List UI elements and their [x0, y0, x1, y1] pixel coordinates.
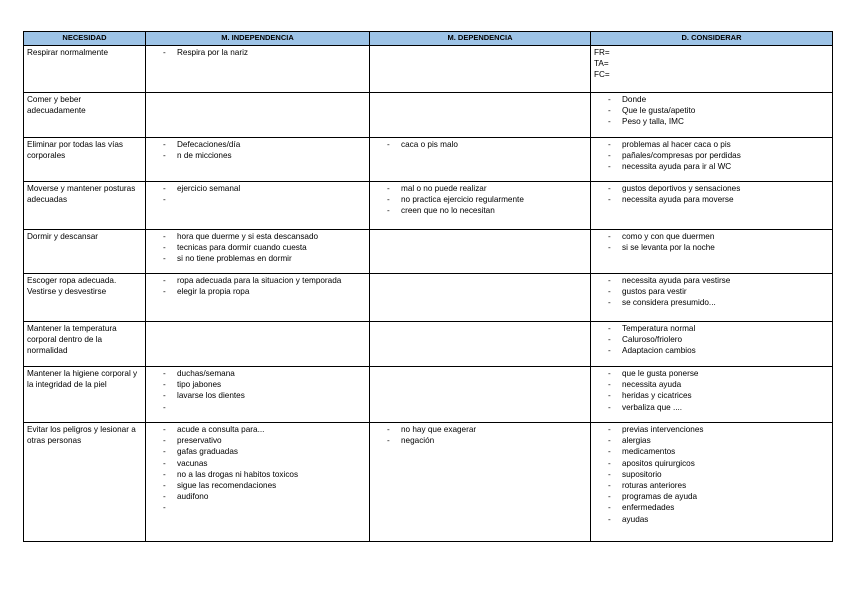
table-row [24, 230, 833, 274]
list-item: - supositorio [594, 469, 829, 480]
list-item: - apositos quirurgicos [594, 458, 829, 469]
list-item: - roturas anteriores [594, 480, 829, 491]
considerar-list [594, 183, 829, 205]
dependencia-list [373, 139, 587, 150]
dependencia-cell [370, 93, 591, 138]
table-body [24, 46, 833, 542]
list-item: - ropa adecuada para la situacion y temporada [149, 275, 342, 286]
considerar-cell [591, 367, 833, 423]
list-item: - como y con que duermen [594, 231, 829, 242]
header-considerar: D. CONSIDERAR [591, 32, 833, 46]
need-cell: Eliminar por todas las vías corporales [24, 138, 146, 182]
considerar-cell [591, 46, 833, 93]
independencia-list [149, 47, 366, 58]
list-item: - Donde [594, 94, 829, 105]
list-item: - necessita ayuda para ir al WC [594, 161, 829, 172]
need-cell: Comer y beber adecuadamente [24, 93, 146, 138]
table-row [24, 182, 833, 230]
dependencia-cell [370, 367, 591, 423]
considerar-cell [591, 274, 833, 322]
table-row [24, 46, 833, 93]
table-row [24, 138, 833, 182]
need-cell: Moverse y mantener posturas adecuadas [24, 182, 146, 230]
independencia-list [149, 139, 366, 161]
list-item: - caca o pis malo [373, 139, 587, 150]
table-row [24, 322, 833, 367]
list-item: - verbaliza que .... [594, 402, 829, 413]
list-item: - medicamentos [594, 446, 829, 457]
list-item: - necessita ayuda para moverse [594, 194, 829, 205]
independencia-list [149, 183, 366, 205]
list-item: - no practica ejercicio regularmente [373, 194, 587, 205]
table-row [24, 93, 833, 138]
list-item [149, 194, 366, 205]
vital-sign-label: FR= [594, 48, 610, 57]
need-cell: Mantener la higiene corporal y la integridad de la piel [24, 367, 146, 423]
considerar-list [594, 139, 829, 173]
list-item: - programas de ayuda [594, 491, 829, 502]
considerar-list [594, 231, 829, 253]
list-item: - Adaptacion cambios [594, 345, 829, 356]
list-item: - se considera presumido... [594, 297, 829, 308]
list-item: - gafas graduadas [149, 446, 366, 457]
list-item: - ejercicio semanal [149, 183, 366, 194]
list-item: - mal o no puede realizar [373, 183, 587, 194]
need-cell: Escoger ropa adecuada. Vestirse y desvestirse [24, 274, 146, 322]
header-dependencia: M. DEPENDENCIA [370, 32, 591, 46]
list-item: - heridas y cicatrices [594, 390, 829, 401]
considerar-cell [591, 322, 833, 367]
independencia-cell [146, 46, 370, 93]
dependencia-cell [370, 423, 591, 542]
list-item: - que le gusta ponerse [594, 368, 829, 379]
list-item: - necessita ayuda para vestirse [594, 275, 829, 286]
considerar-list [594, 368, 829, 413]
need-cell: Mantener la temperatura corporal dentro de la normalidad [24, 322, 146, 367]
independencia-cell [146, 423, 370, 542]
need-cell: Respirar normalmente [24, 46, 146, 93]
table-row [24, 274, 833, 322]
list-item: - tecnicas para dormir cuando cuesta [149, 242, 366, 253]
header-row [24, 32, 833, 46]
list-item: - pañales/compresas por perdidas [594, 150, 829, 161]
independencia-cell [146, 322, 370, 367]
list-item: - no a las drogas ni habitos toxicos [149, 469, 366, 480]
independencia-list [149, 368, 366, 413]
vital-sign-label: FC= [594, 70, 610, 80]
considerar-cell [591, 138, 833, 182]
dependencia-cell [370, 274, 591, 322]
vital-signs-list [594, 47, 829, 81]
list-item: - Temperatura normal [594, 323, 829, 334]
list-item: - gustos deportivos y sensaciones [594, 183, 829, 194]
list-item: - lavarse los dientes [149, 390, 366, 401]
list-item: - Peso y talla, IMC [594, 116, 829, 127]
needs-table [23, 31, 833, 542]
dependencia-cell [370, 46, 591, 93]
table-row [24, 423, 833, 542]
independencia-cell [146, 138, 370, 182]
considerar-list [594, 323, 829, 357]
list-item: - necessita ayuda [594, 379, 829, 390]
need-cell: Dormir y descansar [24, 230, 146, 274]
list-item: - enfermedades [594, 502, 829, 513]
dependencia-cell [370, 138, 591, 182]
independencia-list [149, 424, 366, 514]
list-item: - n de micciones [149, 150, 366, 161]
vital-sign-label: TA= [594, 59, 609, 69]
list-item: - no hay que exagerar [373, 424, 587, 435]
list-item: - si no tiene problemas en dormir [149, 253, 366, 264]
list-item: - Respira por la nariz [149, 47, 366, 58]
independencia-cell [146, 274, 370, 322]
list-item: - tipo jabones [149, 379, 366, 390]
dependencia-list [373, 183, 587, 217]
independencia-list [149, 231, 366, 265]
list-item: - creen que no lo necesitan [373, 205, 587, 216]
independencia-list [149, 275, 366, 297]
considerar-list [594, 424, 829, 525]
list-item: - Que le gusta/apetito [594, 105, 829, 116]
list-item: - negación [373, 435, 587, 446]
list-item: - acude a consulta para... [149, 424, 366, 435]
considerar-cell [591, 93, 833, 138]
header-independencia: M. INDEPENDENCIA [146, 32, 370, 46]
list-item: - sigue las recomendaciones [149, 480, 366, 491]
table-row [24, 367, 833, 423]
list-item: - preservativo [149, 435, 366, 446]
independencia-cell [146, 230, 370, 274]
list-item: - vacunas [149, 458, 366, 469]
need-cell: Evitar los peligros y lesionar a otras personas [24, 423, 146, 542]
considerar-cell [591, 230, 833, 274]
list-item: - gustos para vestir [594, 286, 829, 297]
dependencia-cell [370, 322, 591, 367]
dependencia-cell [370, 182, 591, 230]
list-item: - previas intervenciones [594, 424, 829, 435]
considerar-cell [591, 423, 833, 542]
considerar-list [594, 275, 829, 309]
list-item: - Defecaciones/día [149, 139, 366, 150]
list-item: - elegir la propia ropa [149, 286, 366, 297]
considerar-list [594, 94, 829, 128]
list-item: - alergias [594, 435, 829, 446]
considerar-cell [591, 182, 833, 230]
independencia-cell [146, 367, 370, 423]
list-item: - audifono [149, 491, 366, 502]
header-necesidad: NECESIDAD [24, 32, 146, 46]
dependencia-cell [370, 230, 591, 274]
independencia-cell [146, 182, 370, 230]
list-item: - problemas al hacer caca o pis [594, 139, 829, 150]
list-item [149, 402, 366, 413]
list-item: - duchas/semana [149, 368, 366, 379]
list-item: - si se levanta por la noche [594, 242, 829, 253]
list-item: - Caluroso/friolero [594, 334, 829, 345]
list-item: - ayudas [594, 514, 829, 525]
independencia-cell [146, 93, 370, 138]
list-item: - hora que duerme y si esta descansado [149, 231, 366, 242]
list-item [149, 502, 366, 513]
dependencia-list [373, 424, 587, 446]
